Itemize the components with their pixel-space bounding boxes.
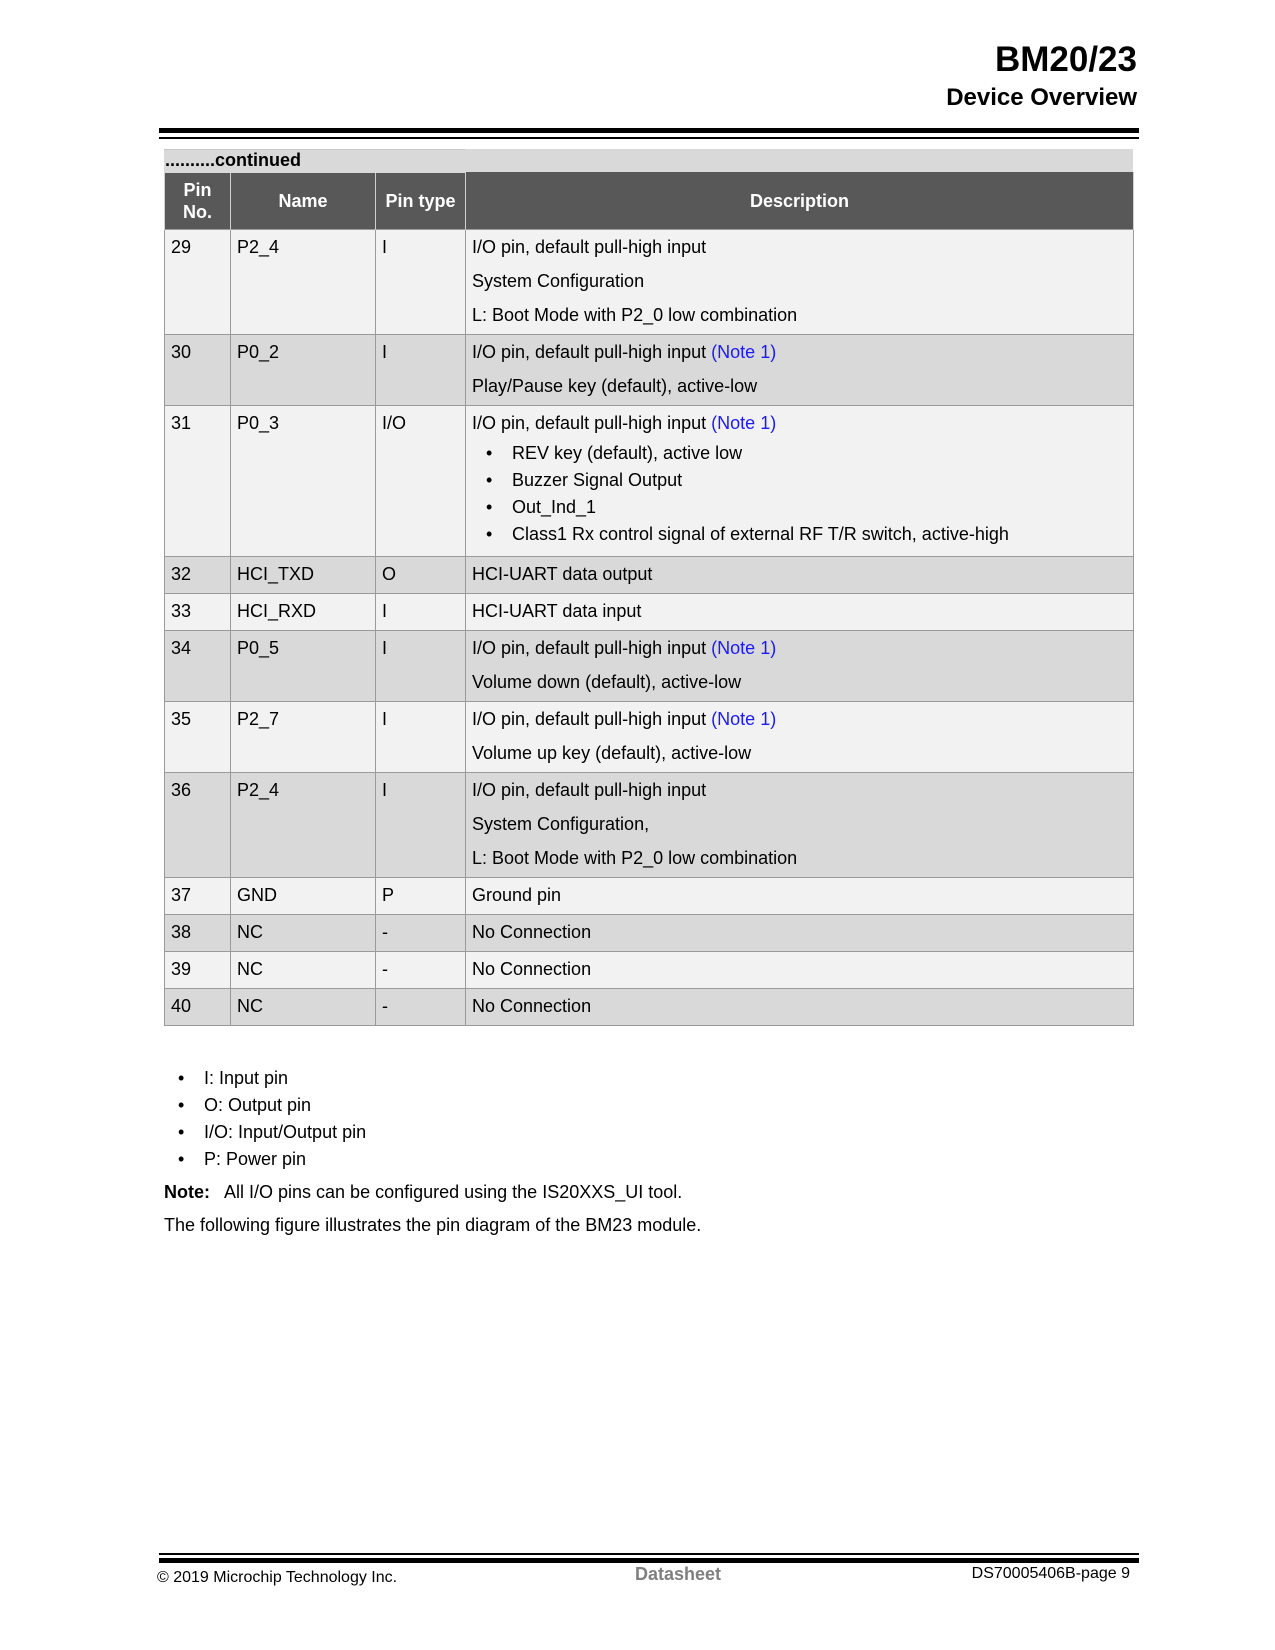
legend-item: • I/O: Input/Output pin bbox=[164, 1119, 366, 1146]
cell-pin: 35 bbox=[165, 702, 231, 773]
cell-name: P0_5 bbox=[231, 631, 376, 702]
cell-description bbox=[466, 594, 1134, 631]
description-line: System Configuration bbox=[472, 271, 645, 291]
cell-name: HCI_RXD bbox=[231, 594, 376, 631]
cell-description bbox=[466, 335, 1134, 406]
cell-name: P2_4 bbox=[231, 230, 376, 335]
description-line: I/O pin, default pull-high input bbox=[472, 638, 707, 658]
description-line: I/O pin, default pull-high input bbox=[472, 780, 707, 800]
legend-item: • P: Power pin bbox=[164, 1146, 366, 1173]
description-line: Volume up key (default), active-low bbox=[472, 743, 752, 763]
cell-pin: 31 bbox=[165, 406, 231, 557]
description-line: No Connection bbox=[472, 959, 592, 979]
description-line: I/O pin, default pull-high input bbox=[472, 342, 707, 362]
cell-name: GND bbox=[231, 878, 376, 915]
cell-pin: 32 bbox=[165, 557, 231, 594]
table-row bbox=[165, 952, 1134, 989]
description-line: HCI-UART data input bbox=[472, 601, 642, 621]
cell-pin: 29 bbox=[165, 230, 231, 335]
footer-copyright: © 2019 Microchip Technology Inc. bbox=[157, 1569, 398, 1586]
cell-name: P0_3 bbox=[231, 406, 376, 557]
cell-description bbox=[466, 230, 1134, 335]
cell-name: P2_7 bbox=[231, 702, 376, 773]
cell-description bbox=[466, 406, 1134, 557]
table-row bbox=[165, 230, 1134, 335]
footer-page-number: DS70005406B-page 9 bbox=[971, 1565, 1130, 1582]
cell-description bbox=[466, 952, 1134, 989]
description-line: System Configuration, bbox=[472, 814, 650, 834]
col-header-name: Name bbox=[231, 172, 376, 230]
description-line: L: Boot Mode with P2_0 low combination bbox=[472, 848, 798, 868]
cell-description bbox=[466, 702, 1134, 773]
pin-table bbox=[164, 149, 1133, 1026]
bullet-item: • Class1 Rx control signal of external RF T/R switch, active-high bbox=[472, 521, 1127, 548]
note bbox=[164, 1182, 682, 1203]
cell-type: I bbox=[376, 594, 466, 631]
description-line: L: Boot Mode with P2_0 low combination bbox=[472, 305, 798, 325]
section-title: Device Overview bbox=[946, 84, 1137, 111]
table-row bbox=[165, 335, 1134, 406]
description-line: Volume down (default), active-low bbox=[472, 672, 742, 692]
body-paragraph: The following figure illustrates the pin diagram of the BM23 module. bbox=[164, 1215, 702, 1235]
bullet-item: • REV key (default), active low bbox=[472, 440, 1127, 467]
note-text: All I/O pins can be configured using the IS20XXS_UI tool. bbox=[224, 1182, 683, 1202]
cell-type: I bbox=[376, 773, 466, 878]
note-1-link[interactable]: (Note 1) bbox=[711, 709, 777, 729]
note-1-link[interactable]: (Note 1) bbox=[711, 413, 777, 433]
description-line: Play/Pause key (default), active-low bbox=[472, 376, 758, 396]
footer-doc-type: Datasheet bbox=[635, 1564, 722, 1584]
header-rule bbox=[159, 128, 1139, 133]
legend-item: • I: Input pin bbox=[164, 1065, 366, 1092]
document-title: BM20/23 bbox=[994, 40, 1137, 79]
table-row bbox=[165, 406, 1134, 557]
table-row bbox=[165, 915, 1134, 952]
description-line: Ground pin bbox=[472, 885, 562, 905]
cell-pin: 33 bbox=[165, 594, 231, 631]
description-line: No Connection bbox=[472, 996, 592, 1016]
cell-description bbox=[466, 915, 1134, 952]
table-row bbox=[165, 773, 1134, 878]
cell-pin: 36 bbox=[165, 773, 231, 878]
header-rule-thin bbox=[159, 137, 1139, 139]
table-row bbox=[165, 631, 1134, 702]
cell-name: NC bbox=[231, 952, 376, 989]
table-row bbox=[165, 989, 1134, 1026]
pin-description-table bbox=[164, 172, 1134, 1026]
cell-pin: 34 bbox=[165, 631, 231, 702]
col-header-pin-no: Pin No. bbox=[165, 172, 231, 230]
description-line: I/O pin, default pull-high input bbox=[472, 709, 707, 729]
cell-description bbox=[466, 631, 1134, 702]
cell-pin: 30 bbox=[165, 335, 231, 406]
bullet-item: • Out_Ind_1 bbox=[472, 494, 1127, 521]
table-row bbox=[165, 878, 1134, 915]
cell-type: - bbox=[376, 952, 466, 989]
cell-type: - bbox=[376, 989, 466, 1026]
cell-pin: 38 bbox=[165, 915, 231, 952]
col-header-pin-type: Pin type bbox=[376, 172, 466, 230]
description-line: I/O pin, default pull-high input bbox=[472, 413, 707, 433]
note-label: Note: bbox=[164, 1182, 210, 1202]
cell-name: HCI_TXD bbox=[231, 557, 376, 594]
cell-type: I bbox=[376, 230, 466, 335]
bullet-item: • Buzzer Signal Output bbox=[472, 467, 1127, 494]
cell-pin: 39 bbox=[165, 952, 231, 989]
cell-name: P2_4 bbox=[231, 773, 376, 878]
pin-type-legend bbox=[164, 1065, 366, 1173]
description-bullets bbox=[472, 440, 1127, 548]
note-1-link[interactable]: (Note 1) bbox=[711, 342, 777, 362]
cell-name: NC bbox=[231, 989, 376, 1026]
footer-rule bbox=[159, 1558, 1139, 1563]
cell-type: I bbox=[376, 335, 466, 406]
description-line: No Connection bbox=[472, 922, 592, 942]
cell-description bbox=[466, 557, 1134, 594]
footer-rule-thin bbox=[159, 1553, 1139, 1555]
cell-type: I bbox=[376, 702, 466, 773]
table-row bbox=[165, 557, 1134, 594]
cell-description bbox=[466, 773, 1134, 878]
cell-name: NC bbox=[231, 915, 376, 952]
description-line: HCI-UART data output bbox=[472, 564, 653, 584]
cell-type: O bbox=[376, 557, 466, 594]
col-header-description: Description bbox=[466, 172, 1134, 230]
cell-type: P bbox=[376, 878, 466, 915]
cell-type: - bbox=[376, 915, 466, 952]
cell-description bbox=[466, 878, 1134, 915]
cell-type: I/O bbox=[376, 406, 466, 557]
cell-pin: 37 bbox=[165, 878, 231, 915]
table-row bbox=[165, 702, 1134, 773]
cell-description bbox=[466, 989, 1134, 1026]
table-header-row bbox=[165, 172, 1134, 230]
cell-name: P0_2 bbox=[231, 335, 376, 406]
note-1-link[interactable]: (Note 1) bbox=[711, 638, 777, 658]
cell-pin: 40 bbox=[165, 989, 231, 1026]
cell-type: I bbox=[376, 631, 466, 702]
table-row bbox=[165, 594, 1134, 631]
continued-bar bbox=[164, 149, 1133, 172]
description-line: I/O pin, default pull-high input bbox=[472, 237, 707, 257]
legend-item: • O: Output pin bbox=[164, 1092, 366, 1119]
continued-label: ..........continued bbox=[165, 150, 302, 170]
